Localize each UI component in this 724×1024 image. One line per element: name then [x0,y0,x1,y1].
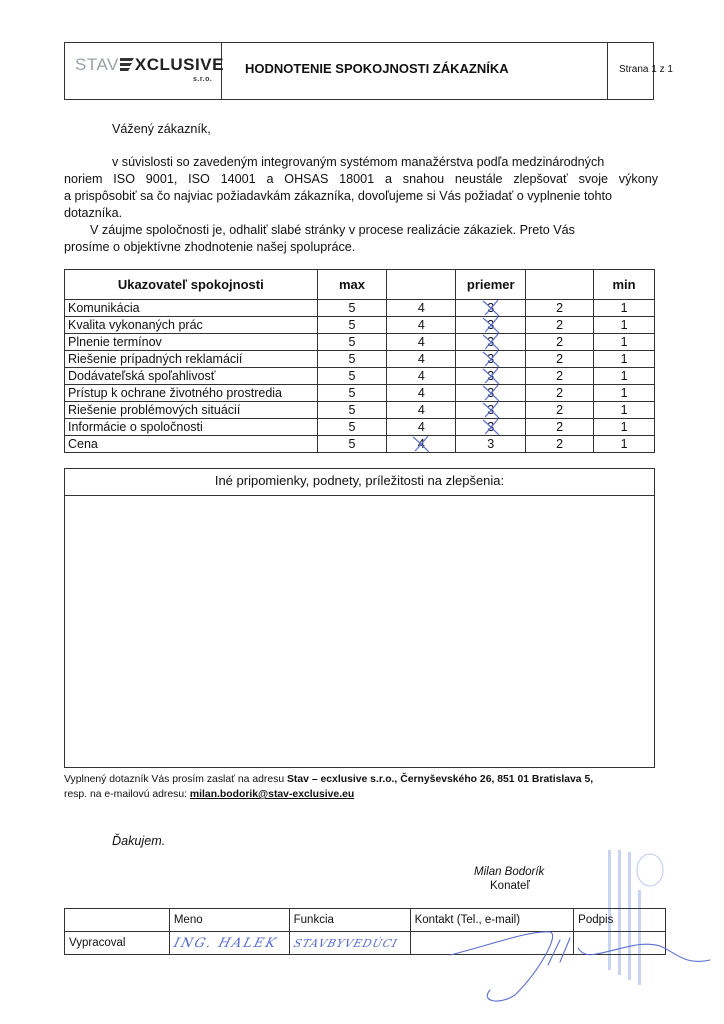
rating-score-cell[interactable] [526,436,594,453]
handwritten-function: STAVBYVEDÚCI [291,936,399,950]
salutation: Vážený zákazník, [112,122,211,136]
column-header: Ukazovateľ spokojnosti [65,270,318,300]
logo-e-mark-icon [119,56,135,72]
rating-row-label: Plnenie termínov [65,334,318,351]
rating-score-value: 1 [620,386,628,400]
rating-score-cell[interactable] [526,419,594,436]
rating-score-value: 2 [556,318,564,332]
rating-score-value: 4 [417,335,425,349]
rating-score-cell[interactable] [526,402,594,419]
rating-score-value: 5 [348,403,356,417]
selection-cross-icon [480,350,502,368]
rating-score-cell[interactable] [387,300,456,317]
rating-score-cell[interactable] [456,317,526,334]
rating-score-value: 5 [348,369,356,383]
rating-row-label: Komunikácia [65,300,318,317]
title-cell [221,43,608,99]
column-header [526,270,594,300]
footer-line-1: Vyplnený dotazník Vás prosím zaslať na adresu Stav – ecxlusive s.r.o., Černyševského 26, 851 01 Bratislava 5, [64,774,594,785]
rating-row-label: Riešenie prípadných reklamácií [65,351,318,368]
rating-score-value: 4 [417,420,425,434]
rating-score-cell[interactable] [317,419,387,436]
rating-score-cell[interactable] [456,368,526,385]
selection-cross-icon [480,401,502,419]
rating-score-value: 4 [417,369,425,383]
rating-score-cell[interactable] [594,436,655,453]
rating-score-cell[interactable] [526,317,594,334]
rating-row [65,419,655,436]
rating-score-cell[interactable] [317,351,387,368]
rating-score-cell[interactable] [317,334,387,351]
rating-score-value: 5 [348,352,356,366]
signer-name: Milan Bodorík [474,866,545,878]
company-logo: STAV XCLUSIVE s.r.o. [75,55,224,83]
rating-score-value: 3 [487,301,495,315]
page-cell [607,43,673,99]
rating-score-value: 5 [348,335,356,349]
rating-score-cell[interactable] [387,436,456,453]
paragraph-line: a prispôsobiť sa čo najviac požiadavkám zákazníka, dovoľujeme si Vás požiadať o vyplnenie tohto [64,189,612,203]
selection-cross-icon [480,384,502,402]
paragraph-line: prosíme o objektívne zhodnotenie našej spolupráce. [64,240,356,254]
handwritten-name: ING. HALEK [171,935,280,951]
rating-score-cell[interactable] [594,385,655,402]
footer-line-2: resp. na e-mailovú adresu: milan.bodorik@stav-exclusive.eu [64,789,355,800]
signoff-header: Funkcia [289,909,410,932]
rating-score-cell[interactable] [594,351,655,368]
rating-score-value: 1 [620,403,628,417]
rating-score-value: 1 [620,369,628,383]
signoff-header: Podpis [574,909,666,932]
rating-score-value: 5 [348,437,356,451]
rating-score-cell[interactable] [387,419,456,436]
signoff-header: Meno [169,909,289,932]
rating-score-cell[interactable] [526,368,594,385]
rating-score-cell[interactable] [317,368,387,385]
comments-box[interactable] [64,468,655,768]
paragraph-line: dotazníka. [64,206,123,220]
rating-score-value: 4 [417,437,425,451]
rating-score-cell[interactable] [387,368,456,385]
rating-score-cell[interactable] [456,334,526,351]
rating-score-value: 2 [556,386,564,400]
rating-score-value: 2 [556,420,564,434]
rating-score-value: 3 [487,335,495,349]
rating-score-cell[interactable] [456,419,526,436]
rating-score-cell[interactable] [594,334,655,351]
rating-score-cell[interactable] [456,436,526,453]
rating-score-value: 4 [417,318,425,332]
rating-score-value: 1 [620,420,628,434]
footer-instructions [64,772,593,802]
rating-score-cell[interactable] [456,402,526,419]
rating-score-value: 4 [417,386,425,400]
rating-score-value: 1 [620,335,628,349]
rating-score-cell[interactable] [317,385,387,402]
email-link[interactable]: milan.bodorik@stav-exclusive.eu [189,789,355,800]
rating-score-value: 2 [556,403,564,417]
rating-score-value: 3 [487,386,495,400]
rating-score-value: 2 [556,437,564,451]
rating-score-cell[interactable] [594,300,655,317]
function-field[interactable] [289,932,410,955]
rating-score-value: 5 [348,301,356,315]
selection-cross-icon [480,367,502,385]
rating-score-cell[interactable] [387,351,456,368]
rating-score-cell[interactable] [317,436,387,453]
signoff-header: Kontakt (Tel., e-mail) [410,909,574,932]
rating-score-cell[interactable] [526,385,594,402]
rating-row [65,368,655,385]
rating-score-cell[interactable] [594,402,655,419]
rating-score-cell[interactable] [456,300,526,317]
handwritten-signature-icon [420,910,720,1010]
rating-score-value: 5 [348,386,356,400]
paragraph-line: v súvislosti so zavedeným integrovaným systémom manažérstva podľa medzinárodných [112,155,605,169]
rating-score-cell[interactable] [387,385,456,402]
selection-cross-icon [480,299,502,317]
rating-score-cell[interactable] [387,317,456,334]
rating-score-cell[interactable] [456,351,526,368]
rating-score-cell[interactable] [387,334,456,351]
signoff-row-label: Vypracoval [65,932,170,955]
rating-score-value: 1 [620,301,628,315]
rating-score-cell[interactable] [594,368,655,385]
selection-cross-icon [480,418,502,436]
rating-score-cell[interactable] [526,351,594,368]
rating-score-value: 2 [556,352,564,366]
rating-score-cell[interactable] [387,402,456,419]
rating-score-cell[interactable] [317,402,387,419]
rating-score-cell[interactable] [317,300,387,317]
document-title: HODNOTENIE SPOKOJNOSTI ZÁKAZNÍKA [245,61,509,76]
rating-score-value: 3 [487,403,495,417]
rating-row-label: Cena [65,436,318,453]
rating-score-cell[interactable] [317,317,387,334]
rating-row [65,334,655,351]
rating-score-value: 3 [487,318,495,332]
rating-score-cell[interactable] [594,317,655,334]
rating-score-cell[interactable] [526,300,594,317]
signer-role: Konateľ [490,880,530,892]
column-header [387,270,456,300]
rating-score-value: 1 [620,437,628,451]
rating-row [65,385,655,402]
column-header: max [317,270,387,300]
rating-table-header [65,270,655,300]
rating-score-value: 2 [556,335,564,349]
rating-score-value: 3 [487,437,495,451]
rating-row-label: Dodávateľská spoľahlivosť [65,368,318,385]
name-field[interactable] [169,932,289,955]
rating-score-cell[interactable] [594,419,655,436]
rating-score-value: 4 [417,403,425,417]
rating-table-body [65,300,655,453]
selection-cross-icon [480,316,502,334]
rating-score-value: 2 [556,369,564,383]
column-header: priemer [456,270,526,300]
rating-score-value: 5 [348,420,356,434]
rating-row-label: Kvalita vykonaných prác [65,317,318,334]
signoff-header [65,909,170,932]
paragraph-line: noriem ISO 9001, ISO 14001 a OHSAS 18001 a snahou neustále zlepšovať svoje výkony [64,172,658,186]
rating-score-value: 1 [620,352,628,366]
column-header: min [594,270,655,300]
rating-row-label: Riešenie problémových situácií [65,402,318,419]
rating-score-value: 3 [487,369,495,383]
rating-score-value: 3 [487,352,495,366]
rating-score-cell[interactable] [456,385,526,402]
thanks-text: Ďakujem. [112,834,166,848]
rating-row [65,317,655,334]
rating-row [65,351,655,368]
rating-score-value: 3 [487,420,495,434]
comments-heading: Iné pripomienky, podnety, príležitosti na zlepšenia: [65,469,654,496]
rating-row [65,436,655,453]
selection-cross-icon [410,435,432,453]
document-header [64,42,673,100]
rating-score-cell[interactable] [526,334,594,351]
rating-score-value: 4 [417,301,425,315]
rating-score-value: 2 [556,301,564,315]
rating-row [65,300,655,317]
rating-row [65,402,655,419]
rating-row-label: Prístup k ochrane životného prostredia [65,385,318,402]
rating-score-value: 5 [348,318,356,332]
rating-row-label: Informácie o spoločnosti [65,419,318,436]
rating-score-value: 4 [417,352,425,366]
paragraph-line: V záujme spoločnosti je, odhaliť slabé stránky v procese realizácie zákaziek. Preto Vás [90,223,575,237]
page-number: Strana 1 z 1 [619,64,673,75]
logo-cell [65,43,222,99]
rating-score-value: 1 [620,318,628,332]
rating-table [64,269,655,453]
selection-cross-icon [480,333,502,351]
